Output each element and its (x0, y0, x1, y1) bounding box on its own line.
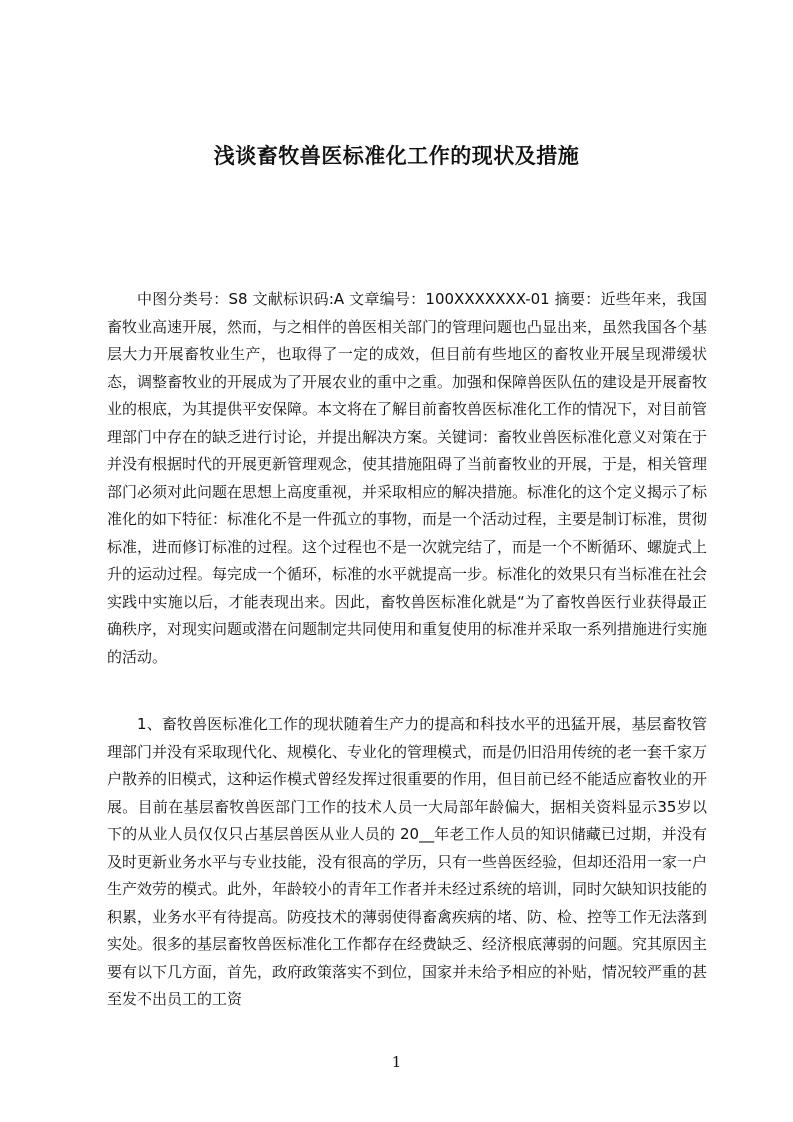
page-number: 1 (391, 1053, 402, 1071)
document-title: 浅谈畜牧兽医标准化工作的现状及措施 (213, 144, 580, 168)
body-paragraph: 1、畜牧兽医标准化工作的现状随着生产力的提高和科技水平的迅猛开展，基层畜牧管理部门并没有采取现代化、规模化、专业化的管理模式，而是仍旧沿用传统的老一套千家万户散养的旧模式，这种运作模式曾经发挥过很重要的作用，但目前已经不能适应畜牧业的开展。目前在基层畜牧兽医部门工作的技术人员一大局部年龄偏大，据相关资料显示35岁以下的从业人员仅仅只占基层兽医从业人员的 20__年老工作人员的知识储藏已过期，并没有及时更新业务水平与专业技能，没有很高的学历，只有一些兽医经验，但却还沿用一家一户生产效劳的模式。此外，年龄较小的青年工作者并未经过系统的培训，同时欠缺知识技能的积累，业务水平有待提高。防疫技术的薄弱使得畜禽疾病的堵、防、检、控等工作无法落到实处。很多的基层畜牧兽医标准化工作都存在经费缺乏、经济根底薄弱的问题。究其原因主要有以下几方面，首先，政府政策落实不到位，国家并未给予相应的补贴，情况较严重的甚至发不出员工的工资 (107, 715, 708, 1008)
abstract-paragraph: 中图分类号：S8 文献标识码:A 文章编号：100XXXXXXX-01 摘要：近些年来，我国畜牧业高速开展，然而，与之相伴的兽医相关部门的管理问题也凸显出来，虽然我国各个基层大力开展畜牧业生产，也取得了一定的成效，但目前有些地区的畜牧业开展呈现滞缓状态，调整畜牧业的开展成为了开展农业的重中之重。加强和保障兽医队伍的建设是开展畜牧业的根底，为其提供平安保障。本文将在了解目前畜牧兽医标准化工作的情况下，对目前管理部门中存在的缺乏进行讨论，并提出解决方案。关键词：畜牧业兽医标准化意义对策在于并没有根据时代的开展更新管理观念，使其措施阻碍了当前畜牧业的开展，于是，相关管理部门必须对此问题在思想上高度重视，并采取相应的解决措施。标准化的这个定义揭示了标准化的如下特征：标准化不是一件孤立的事物，而是一个活动过程，主要是制订标准，贯彻标准，进而修订标准的过程。这个过程也不是一次就完结了，而是一个不断循环、螺旋式上升的运动过程。每完成一个循环，标准的水平就提高一步。标准化的效果只有当标准在社会实践中实施以后，才能表现出来。因此，畜牧兽医标准化就是“为了畜牧兽医行业获得最正确秩序，对现实问题或潜在问题制定共同使用和重复使用的标准并采取一系列措施进行实施的活动。 (107, 290, 708, 666)
